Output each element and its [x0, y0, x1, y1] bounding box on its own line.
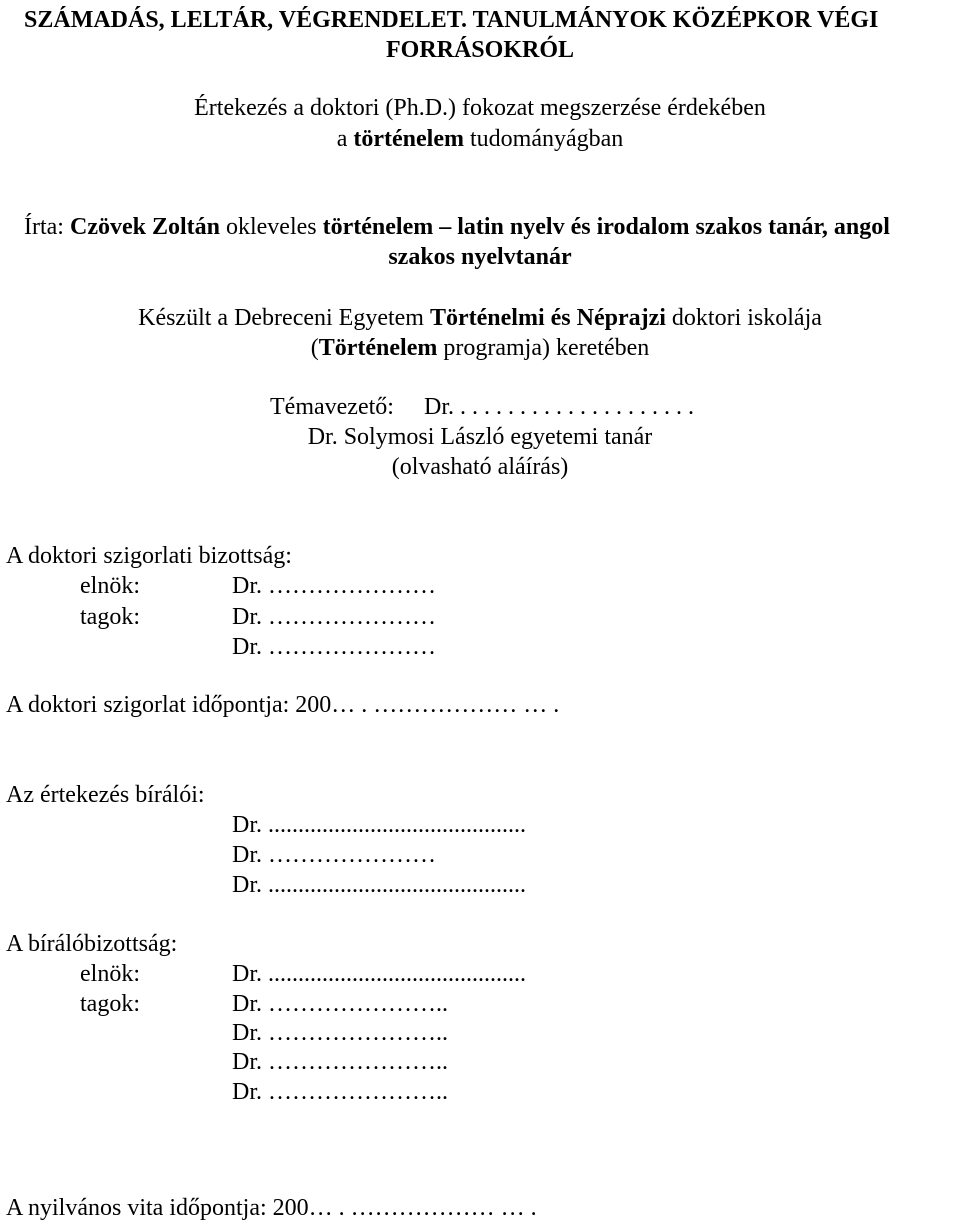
review-member-4: Dr. ………………….. — [232, 1079, 448, 1105]
exam-committee-heading: A doktori szigorlati bizottság: — [6, 543, 292, 569]
author-line-1 — [24, 212, 960, 242]
exam-chair-label: elnök: — [80, 573, 140, 599]
subtitle-field: történelem — [353, 126, 464, 152]
prepared-suffix: doktori iskolája — [665, 305, 822, 331]
review-chair-label: elnök: — [80, 961, 140, 987]
subtitle-suffix: tudományágban — [463, 126, 624, 152]
exam-member-2: Dr. ………………… — [232, 634, 436, 660]
doctoral-school: Történelmi és Néprajzi — [429, 305, 666, 331]
subtitle-line-2 — [0, 124, 960, 154]
review-member-3: Dr. ………………….. — [232, 1049, 448, 1075]
defense-date: A nyilvános vita időpontja: 200… . ……………… … . — [6, 1195, 537, 1221]
reviewers-heading: Az értekezés bírálói: — [6, 782, 205, 808]
exam-members-label: tagok: — [80, 604, 140, 630]
supervisor-name: Dr. Solymosi László egyetemi tanár — [307, 424, 653, 450]
reviewer-2: Dr. ………………… — [232, 842, 436, 868]
review-member-1: Dr. ………………….. — [232, 991, 448, 1017]
exam-chair-value: Dr. ………………… — [232, 573, 436, 599]
author-field-1: történelem – latin nyelv és irodalom szakos tanár, angol — [322, 214, 890, 240]
program-suffix: programja) keretében — [437, 335, 650, 361]
review-members-label: tagok: — [80, 991, 140, 1017]
prepared-line-1 — [0, 303, 960, 333]
subtitle-line-1: Értekezés a doktori (Ph.D.) fokozat megszerzése érdekében — [194, 95, 766, 121]
supervisor-label: Témavezető: — [270, 394, 394, 420]
author-name: Czövek Zoltán — [69, 214, 220, 240]
reviewer-1: Dr. ........................................... — [232, 812, 526, 838]
author-label: Írta: — [24, 214, 70, 240]
supervisor-dots: Dr. . . . . . . . . . . . . . . . . . . . . — [424, 394, 694, 420]
program-name: Történelem — [318, 335, 438, 361]
review-committee-heading: A bírálóbizottság: — [6, 931, 178, 957]
signature-note: (olvasható aláírás) — [391, 454, 569, 480]
author-degree: okleveles — [219, 214, 323, 240]
title-line-2: FORRÁSOKRÓL — [385, 37, 574, 63]
exam-member-1: Dr. ………………… — [232, 604, 436, 630]
review-member-2: Dr. ………………….. — [232, 1020, 448, 1046]
paren-open: ( — [310, 335, 319, 361]
author-line-2 — [0, 242, 960, 272]
subtitle-prefix: a — [336, 126, 354, 152]
review-chair-value: Dr. ........................................... — [232, 961, 526, 987]
title-line-1: SZÁMADÁS, LELTÁR, VÉGRENDELET. TANULMÁNYOK KÖZÉPKOR VÉGI — [24, 7, 879, 33]
author-field-2: szakos nyelvtanár — [388, 244, 572, 270]
prepared-line-2 — [0, 333, 960, 363]
prepared-prefix: Készült a Debreceni Egyetem — [138, 305, 430, 331]
reviewer-3: Dr. ........................................... — [232, 872, 526, 898]
exam-date: A doktori szigorlat időpontja: 200… . ……………… … . — [6, 692, 560, 718]
